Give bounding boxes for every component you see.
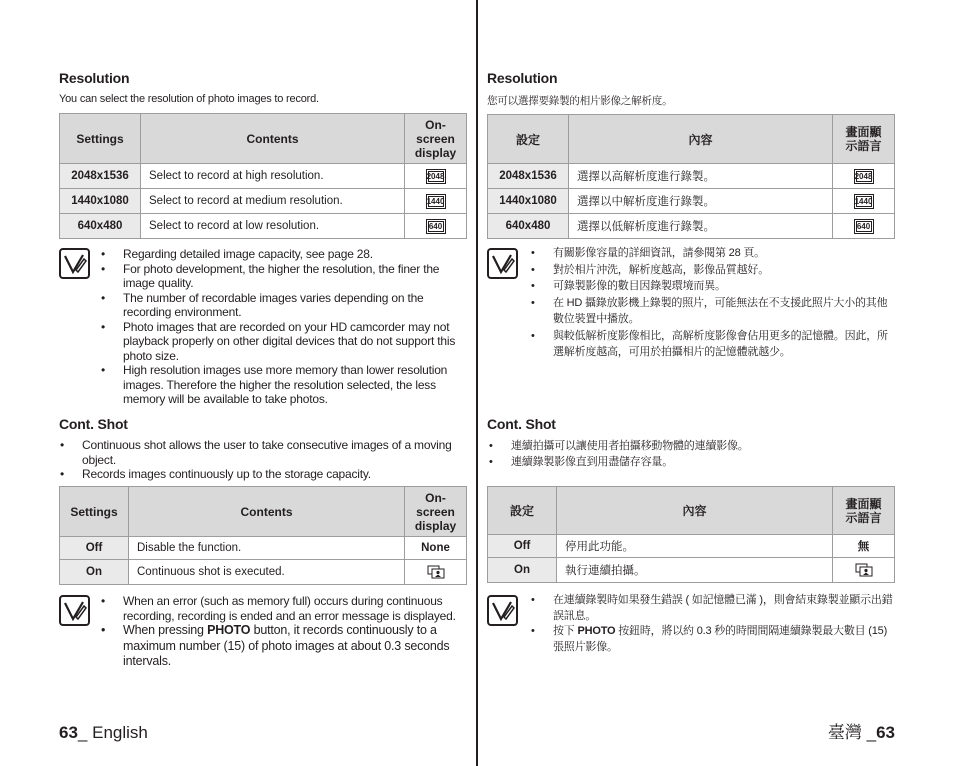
page-footer: 臺灣 _63	[827, 723, 895, 742]
setting-cell: 2048x1536	[488, 164, 569, 189]
note-icon	[59, 248, 90, 279]
table-row	[488, 164, 895, 189]
content-cell: 選擇以中解析度進行錄製。	[569, 189, 833, 214]
table-row	[488, 189, 895, 214]
bullet-item: • 連續錄製影像直到用盡儲存容量。	[511, 455, 895, 471]
cont-shot-heading: Cont. Shot	[59, 416, 128, 432]
note-item: • 按下 PHOTO 按鈕時，將以約 0.3 秒的時間間隔連續錄製最大數目 (15) 張照片影像。	[553, 624, 895, 655]
display-cell: 無	[833, 535, 895, 558]
note-icon	[59, 595, 90, 626]
resolution-640-icon: 640	[854, 219, 874, 234]
note-item: • Regarding detailed image capacity, see page 28.	[123, 247, 467, 262]
note-item: • The number of recordable images varies depending on the recording environment.	[123, 291, 467, 320]
note-item: • When an error (such as memory full) occurs during continuous recording, recording is ended and an error message is displayed.	[123, 594, 467, 623]
setting-cell: 1440x1080	[60, 189, 141, 214]
resolution-intro: 您可以選擇要錄製的相片影像之解析度。	[487, 95, 673, 107]
cont-shot-table	[59, 486, 467, 585]
cont-shot-heading: Cont. Shot	[487, 416, 556, 432]
table-row	[60, 214, 467, 239]
note-item: • Photo images that are recorded on your HD camcorder may not playback properly on other digital devices that do not support this photo size.	[123, 320, 467, 364]
col-settings: Settings	[60, 487, 129, 537]
note-item: • 在 HD 攝錄放影機上錄製的照片，可能無法在不支援此照片大小的其他數位裝置中播放。	[553, 295, 895, 328]
col-display: 畫面顯 示語言	[833, 115, 895, 164]
table-row	[60, 189, 467, 214]
note-icon	[487, 595, 518, 626]
col-display: On- screen display	[405, 114, 467, 164]
bullet-item: • Records images continuously up to the storage capacity.	[82, 467, 467, 482]
page-divider	[476, 0, 478, 766]
bullet-item: • Continuous shot allows the user to take consecutive images of a moving object.	[82, 438, 467, 467]
left-column	[59, 0, 467, 766]
note-item: • When pressing PHOTO button, it records continuously to a maximum number (15) of photo images at about 0.3 seconds intervals.	[123, 623, 467, 670]
col-contents: 內容	[569, 115, 833, 164]
cont-shot-notes	[123, 594, 467, 670]
note-item: • 可錄製影像的數目因錄製環境而異。	[553, 278, 895, 295]
col-contents: Contents	[129, 487, 405, 537]
note-item: • High resolution images use more memory than lower resolution images. Therefore the higher the resolution selected, the less memory will be available to take photos.	[123, 363, 467, 407]
cont-shot-notes	[553, 593, 895, 655]
resolution-1440-icon: 1440	[854, 194, 874, 209]
continuous-shot-icon	[427, 565, 445, 579]
col-settings: Settings	[60, 114, 141, 164]
cont-shot-bullets	[511, 439, 895, 470]
table-row	[488, 535, 895, 558]
table-row	[60, 537, 467, 560]
content-cell: Select to record at medium resolution.	[141, 189, 405, 214]
content-cell: Select to record at high resolution.	[141, 164, 405, 189]
col-contents: 內容	[557, 487, 833, 535]
content-cell: 停用此功能。	[557, 535, 833, 558]
resolution-1440-icon: 1440	[426, 194, 446, 209]
col-settings: 設定	[488, 487, 557, 535]
setting-cell: 1440x1080	[488, 189, 569, 214]
table-row	[488, 558, 895, 583]
setting-cell: Off	[60, 537, 129, 560]
col-display: 畫面顯 示語言	[833, 487, 895, 535]
resolution-2048-icon: 2048	[854, 169, 874, 184]
setting-cell: 640x480	[488, 214, 569, 239]
resolution-intro: You can select the resolution of photo images to record.	[59, 93, 319, 105]
resolution-notes	[553, 245, 895, 361]
table-row	[60, 164, 467, 189]
table-row	[488, 214, 895, 239]
content-cell: Select to record at low resolution.	[141, 214, 405, 239]
resolution-heading: Resolution	[59, 70, 130, 86]
note-item: • For photo development, the higher the resolution, the finer the image quality.	[123, 262, 467, 291]
content-cell: Continuous shot is executed.	[129, 560, 405, 585]
col-settings: 設定	[488, 115, 569, 164]
note-item: • 對於相片沖洗，解析度越高，影像品質越好。	[553, 262, 895, 279]
content-cell: 選擇以高解析度進行錄製。	[569, 164, 833, 189]
resolution-notes	[123, 247, 467, 407]
continuous-shot-icon	[855, 563, 873, 577]
content-cell: Disable the function.	[129, 537, 405, 560]
note-item: • 在連續錄製時如果發生錯誤 ( 如記憶體已滿 )，則會結束錄製並顯示出錯誤訊息。	[553, 593, 895, 624]
note-item: • 與較低解析度影像相比，高解析度影像會佔用更多的記憶體。因此，所選解析度越高，可用於拍攝相片的記憶體就越少。	[553, 328, 895, 361]
cont-shot-table	[487, 486, 895, 583]
page-footer: 63_ English	[59, 723, 148, 742]
col-display: On- screen display	[405, 487, 467, 537]
resolution-heading: Resolution	[487, 70, 558, 86]
cont-shot-bullets	[82, 438, 467, 482]
content-cell: 選擇以低解析度進行錄製。	[569, 214, 833, 239]
setting-cell: 2048x1536	[60, 164, 141, 189]
resolution-table	[487, 114, 895, 239]
resolution-2048-icon: 2048	[426, 169, 446, 184]
resolution-640-icon: 640	[426, 219, 446, 234]
right-column	[487, 0, 895, 766]
setting-cell: On	[488, 558, 557, 583]
table-row	[60, 560, 467, 585]
bullet-item: • 連續拍攝可以讓使用者拍攝移動物體的連續影像。	[511, 439, 895, 455]
setting-cell: Off	[488, 535, 557, 558]
content-cell: 執行連續拍攝。	[557, 558, 833, 583]
col-contents: Contents	[141, 114, 405, 164]
setting-cell: On	[60, 560, 129, 585]
resolution-table	[59, 113, 467, 239]
note-item: • 有關影像容量的詳細資訊，請參閱第 28 頁。	[553, 245, 895, 262]
setting-cell: 640x480	[60, 214, 141, 239]
display-cell: None	[405, 537, 467, 560]
note-icon	[487, 248, 518, 279]
